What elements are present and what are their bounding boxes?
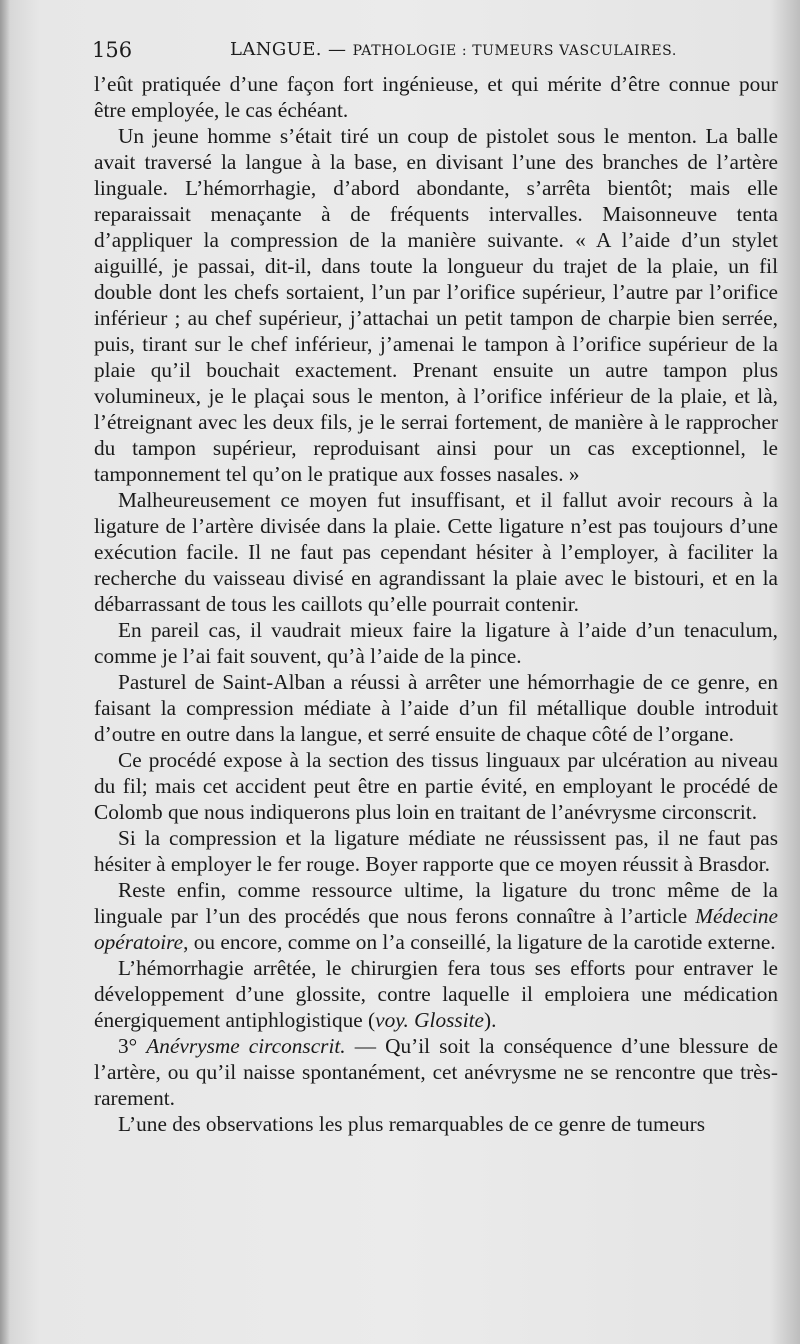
running-header	[92, 38, 782, 66]
section-heading: Anévrysme circonscrit.	[146, 1034, 346, 1058]
page-gutter-shadow	[0, 0, 10, 1344]
paragraph-2: Un jeune homme s’était tiré un coup de pistolet sous le menton. La balle avait traversé la langue à la base, en divisant l’une des branches de l’artère linguale. L’hémorrhagie, d’abord abondante, s’arrêta bientôt; mais elle reparaissait menaçante à de fréquents intervalles. Maisonneuve tenta d’appliquer la compression de la manière suivante. « A l’aide d’un stylet aiguillé, je passai, dit-il, dans toute la longueur du trajet de la plaie, un fil double dont les chefs sortaient, l’un par l’orifice supérieur, l’autre par l’orifice inférieur ; au chef supérieur, j’attachai un petit tampon de charpie bien serrée, puis, tirant sur le chef inférieur, j’amenai le tampon à l’orifice supérieur de la plaie qu’il bouchait exactement. Prenant ensuite un autre tampon plus volumineux, je le plaçai sous le menton, à l’orifice inférieur de la plaie, et là, l’étreignant avec les deux fils, je le serrai fortement, de manière à le rapprocher du tampon supérieur, reproduisant ainsi pour un cas exceptionnel, le tamponnement tel qu’on le pratique aux fosses nasales. »	[94, 124, 778, 486]
paragraph-9-text-b: ).	[483, 1008, 497, 1032]
paragraph-9	[94, 955, 778, 1033]
paragraph-7: Si la compression et la ligature médiate ne réussissent pas, il ne faut pas hésiter à employer le fer rouge. Boyer rapporte que ce moyen réussit à Brasdor.	[94, 826, 778, 876]
paragraph-8	[94, 877, 778, 955]
paragraph-11: L’une des observations les plus remarquables de ce genre de tumeurs	[118, 1112, 706, 1136]
paragraph-9-text-a: L’hémorrhagie arrêtée, le chirurgien fera tous ses efforts pour entraver le développement d’une glossite, contre laquelle il emploiera une médication énergiquement antiphlogistique (	[94, 956, 778, 1032]
running-title	[230, 39, 677, 60]
paragraph-8-text-b: , ou encore, comme on l’a conseillé, la ligature de la carotide externe.	[183, 930, 776, 954]
paragraph-8-text-a: Reste enfin, comme ressource ultime, la ligature du tronc même de la linguale par l’un des procédés que nous ferons connaître à l’article	[94, 878, 778, 928]
page-number: 156	[92, 38, 133, 62]
paragraph-10	[94, 1033, 778, 1111]
body-text	[94, 71, 778, 1137]
paragraph-5: Pasturel de Saint-Alban a réussi à arrêter une hémorrhagie de ce genre, en faisant la compression médiate à l’aide d’un fil métallique double introduit d’outre en outre dans la langue, et serré ensuite de chaque côté de l’organe.	[94, 670, 778, 746]
paragraph-6: Ce procédé expose à la section des tissus linguaux par ulcération au niveau du fil; mais cet accident peut être en partie évité, en employant le procédé de Colomb que nous indiquerons plus loin en traitant de l’anévrysme circonscrit.	[94, 748, 778, 824]
paragraph-8-italic: Médecine opératoire	[94, 904, 778, 954]
paragraph-4: En pareil cas, il vaudrait mieux faire la ligature à l’aide d’un tenaculum, comme je l’ai fait souvent, qu’à l’aide de la pince.	[94, 618, 778, 668]
paragraph-1: l’eût pratiquée d’une façon fort ingénieuse, et qui mérite d’être connue pour être employée, le cas échéant.	[94, 72, 778, 122]
paragraph-3: Malheureusement ce moyen fut insuffisant, et il fallut avoir recours à la ligature de l’artère divisée dans la plaie. Cette ligature n’est pas toujours d’une exécution facile. Il ne faut pas cependant hésiter à l’employer, à faciliter la recherche du vaisseau divisé en agrandissant la plaie avec le bistouri, et en la débarrassant de tous les caillots qu’elle pourrait contenir.	[94, 488, 778, 616]
running-title-section: PATHOLOGIE : TUMEURS VASCULAIRES.	[352, 43, 677, 59]
paragraph-9-italic: voy. Glossite	[375, 1008, 484, 1032]
section-number: 3°	[118, 1034, 138, 1058]
running-title-main: LANGUE. —	[230, 39, 347, 60]
paragraph-10-text: — Qu’il soit la conséquence d’une blessure de l’artère, ou qu’il naisse spontanément, cet anévrysme ne se rencontre que très-rarement.	[94, 1034, 779, 1110]
